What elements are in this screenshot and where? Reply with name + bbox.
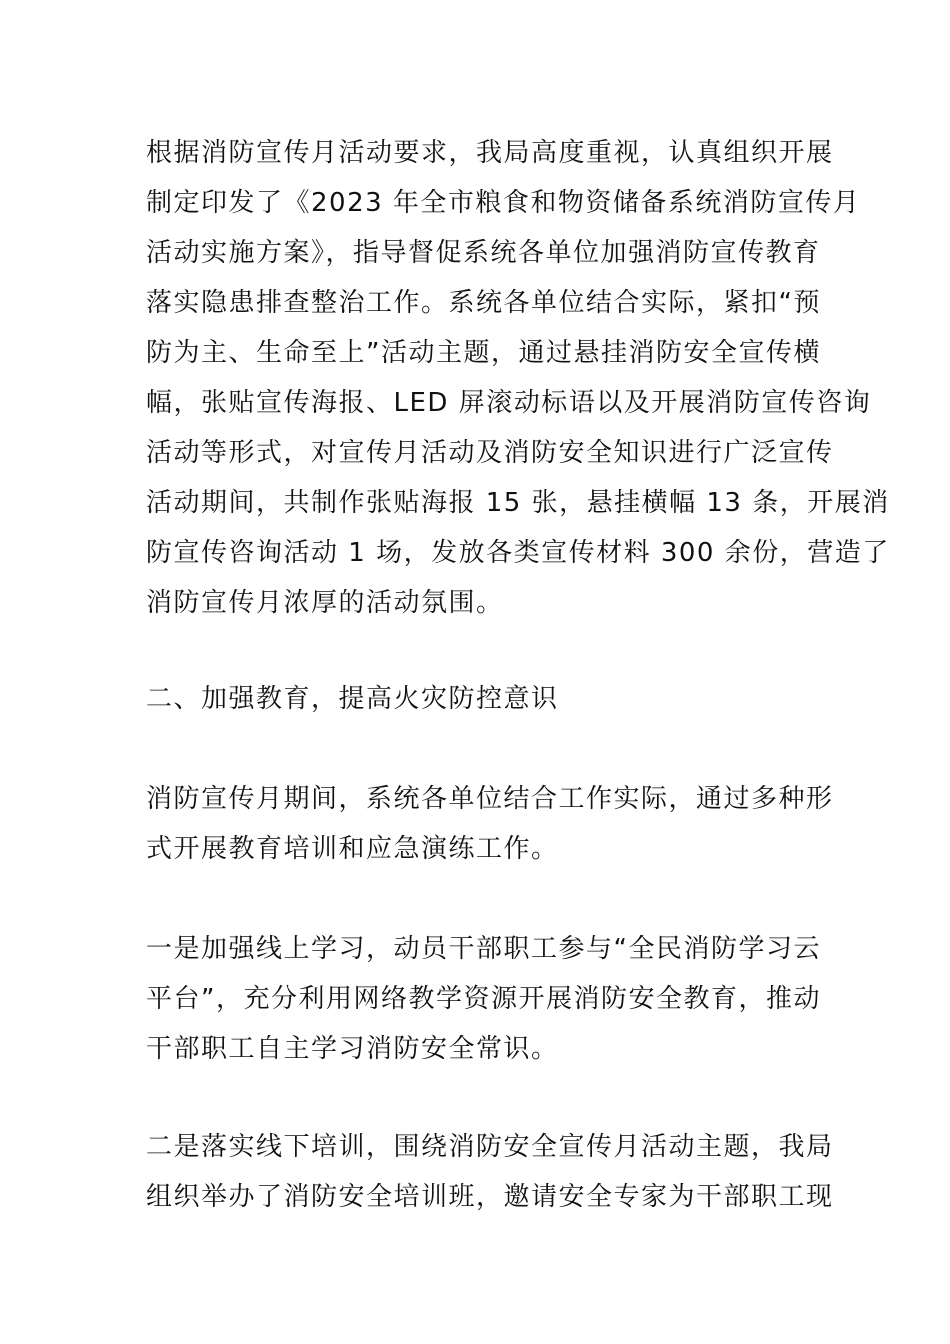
paragraph-line: 一是加强线上学习，动员干部职工参与“全民消防学习云 xyxy=(146,934,821,964)
paragraph-line: 干部职工自主学习消防安全常识。 xyxy=(146,1034,559,1064)
paragraph-line: 制定印发了《2023 年全市粮食和物资储备系统消防宣传月 xyxy=(146,188,861,218)
paragraph-line: 幅，张贴宣传海报、LED 屏滚动标语以及开展消防宣传咨询 xyxy=(146,388,872,418)
paragraph-line: 防为主、生命至上”活动主题，通过悬挂消防安全宣传横 xyxy=(146,338,821,368)
section-heading xyxy=(146,674,816,724)
paragraph-line: 式开展教育培训和应急演练工作。 xyxy=(146,834,559,864)
paragraph-line: 活动实施方案》，指导督促系统各单位加强消防宣传教育 xyxy=(146,238,821,268)
paragraph-1 xyxy=(146,128,890,628)
paragraph-line: 活动等形式，对宣传月活动及消防安全知识进行广泛宣传 xyxy=(146,438,834,468)
paragraph-4 xyxy=(146,1122,834,1222)
paragraph-line: 组织举办了消防安全培训班，邀请安全专家为干部职工现 xyxy=(146,1182,834,1212)
paragraph-line: 消防宣传月浓厚的活动氛围。 xyxy=(146,588,504,618)
paragraph-line: 二是落实线下培训，围绕消防安全宣传月活动主题，我局 xyxy=(146,1132,834,1162)
heading-line: 二、加强教育，提高火灾防控意识 xyxy=(146,684,559,714)
paragraph-2 xyxy=(146,774,834,874)
paragraph-line: 防宣传咨询活动 1 场，发放各类宣传材料 300 余份，营造了 xyxy=(146,538,890,568)
paragraph-line: 消防宣传月期间，系统各单位结合工作实际，通过多种形 xyxy=(146,784,834,814)
paragraph-line: 活动期间，共制作张贴海报 15 张，悬挂横幅 13 条，开展消 xyxy=(146,488,890,518)
paragraph-line: 落实隐患排查整治工作。系统各单位结合实际，紧扣“预 xyxy=(146,288,821,318)
paragraph-line: 平台”，充分利用网络教学资源开展消防安全教育，推动 xyxy=(146,984,821,1014)
paragraph-line: 根据消防宣传月活动要求，我局高度重视，认真组织开展 xyxy=(146,138,834,168)
paragraph-3 xyxy=(146,924,821,1074)
